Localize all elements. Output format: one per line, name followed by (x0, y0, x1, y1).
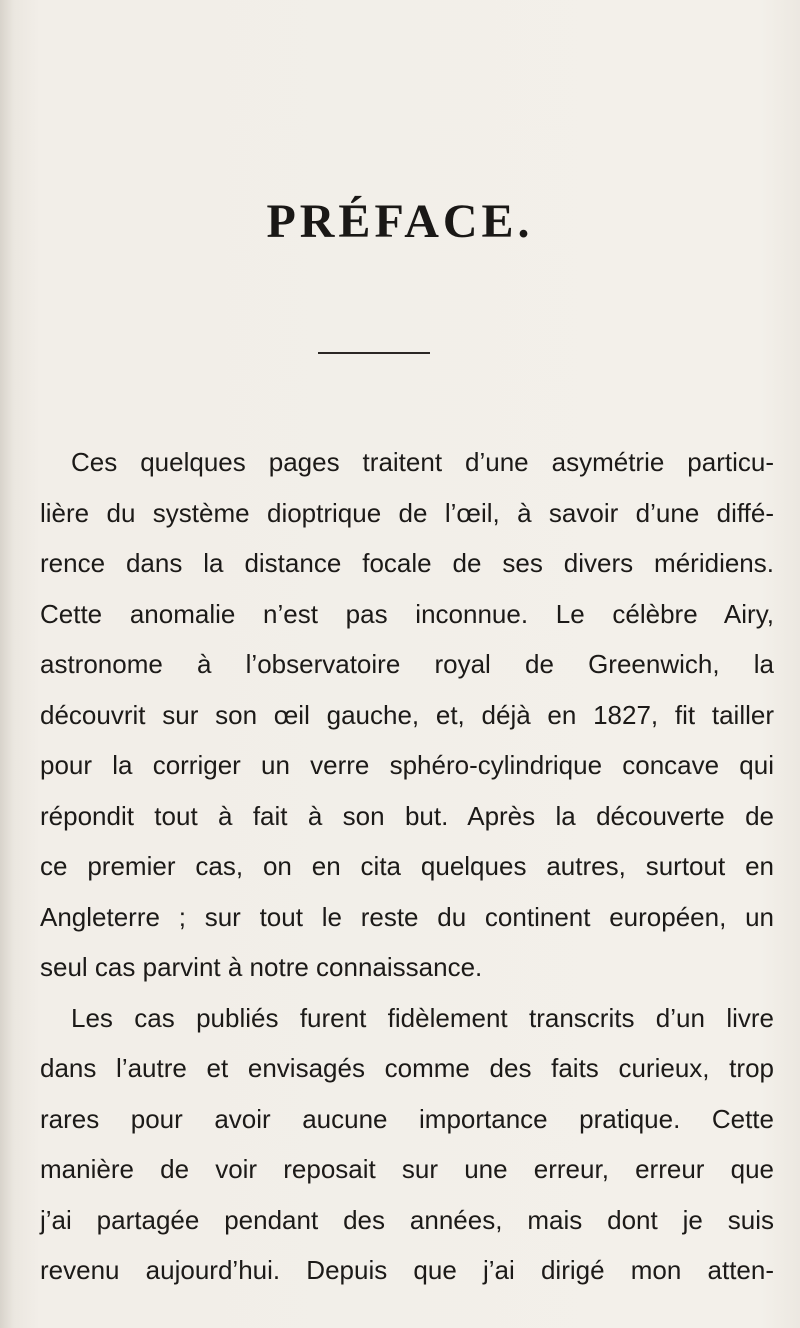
text-line: j’ai partagée pendant des années, mais dont je suis (40, 1204, 774, 1235)
title-divider (318, 352, 430, 354)
text-line: découvrit sur son œil gauche, et, déjà en 1827, fit tailler (40, 699, 774, 730)
text-line: dans l’autre et envisagés comme des faits curieux, trop (40, 1053, 774, 1083)
text-line: rence dans la distance focale de ses divers méridiens. (40, 548, 774, 578)
text-line: Angleterre ; sur tout le reste du continent européen, un (40, 901, 774, 932)
text-line: lière du système dioptrique de l’œil, à savoir d’une diffé- (40, 497, 774, 528)
preface-body (40, 437, 774, 1296)
text-line: manière de voir reposait sur une erreur, erreur que (40, 1154, 774, 1184)
text-line: revenu aujourd’hui. Depuis que j’ai dirigé mon atten- (40, 1255, 774, 1285)
text-line: Ces quelques pages traitent d’une asymétrie particu- (71, 447, 774, 477)
text-line: Cette anomalie n’est pas inconnue. Le célèbre Airy, (40, 598, 774, 629)
text-line: rares pour avoir aucune importance pratique. Cette (40, 1103, 774, 1134)
text-line: ce premier cas, on en cita quelques autres, surtout en (40, 851, 774, 881)
text-line: seul cas parvint à notre connaissance. (40, 952, 483, 982)
text-line: Les cas publiés furent fidèlement transcrits d’un livre (71, 1002, 774, 1033)
text-line: pour la corriger un verre sphéro-cylindrique concave qui (40, 750, 774, 780)
text-line: astronome à l’observatoire royal de Greenwich, la (40, 649, 774, 679)
text-line: répondit tout à fait à son but. Après la découverte de (40, 800, 774, 831)
page-title: PRÉFACE. (266, 195, 534, 248)
